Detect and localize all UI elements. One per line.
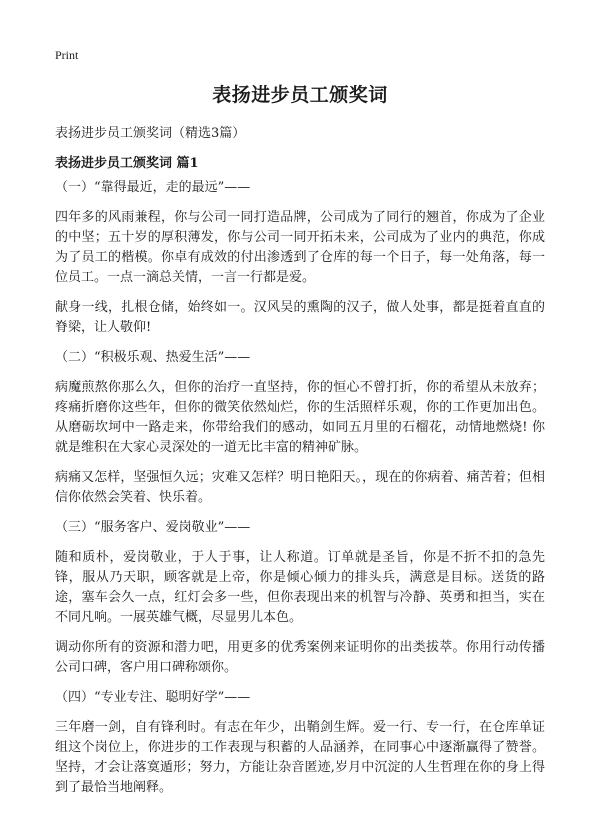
paragraph: 四年多的风雨兼程，你与公司一同打造品牌，公司成为了同行的翘首，你成为了企业的中坚；五十岁的厚积薄发，你与公司一同开拓未来，公司成为了业内的典范，你成为了员工的楷模。你卓有成效的付出渗透到了仓库的每一个日子，每一处角落，每一位员工。一点一滴总关情，一言一行都是爱。	[55, 210, 545, 285]
page-subtitle: 表扬进步员工颁奖词（精选3篇）	[55, 126, 246, 141]
section-2	[55, 348, 545, 508]
paragraph: 随和质朴，爱岗敬业，于人于事，让人称道。订单就是圣旨，你是不折不扣的急先锋，服从乃天职，顾客就是上帝，你是倾心倾力的排头兵，满意是目标。送货的路途，塞车会久一点，红灯会多一些，但你表现出来的机智与冷静、英勇和担当，实在不同凡响。一展英雄气概，尽显男儿本色。	[55, 550, 545, 625]
paragraph: 调动你所有的资源和潜力吧，用更多的优秀案例来证明你的出类拔萃。你用行动传播公司口碑，客户用口碑称颂你。	[55, 640, 545, 675]
article-body	[55, 178, 545, 808]
paragraph: 病魔煎熬你那么久，但你的治疗一直坚持，你的恒心不曾打折，你的希望从未放弃；疼痛折磨你这些年，但你的微笑依然灿烂，你的生活照样乐观，你的工作更加出色。从磨砺坎坷中一路走来，你带给我们的感动，如同五月里的石榴花，动情地燃烧! 你就是维积在大家心灵深处的一道无比丰富的精神矿脉。	[55, 380, 545, 455]
print-link[interactable]: Print	[55, 48, 79, 62]
section-heading: （三）“服务客户、爱岗敬业”——	[55, 520, 251, 535]
section-heading: （四）“专业专注、聪明好学”——	[55, 690, 251, 705]
page-title: 表扬进步员工颁奖词	[212, 84, 388, 106]
paragraph: 病痛又怎样，坚强恒久远；灾难又怎样？明日艳阳天。，现在的你病着、痛苦着；但相信你依然会笑着、快乐着。	[55, 470, 545, 505]
section-1	[55, 178, 545, 338]
section-heading: （一）“靠得最近，走的最远”——	[55, 180, 251, 195]
section-4	[55, 688, 545, 798]
paragraph: 献身一线，扎根仓储，始终如一。汉风吴的熏陶的汉子，做人处事，都是挺着直直的脊梁，让人敬仰!	[55, 300, 545, 335]
section-heading: （二）“积极乐观、热爱生活”——	[55, 350, 251, 365]
paragraph: 三年磨一剑，自有锋利时。有志在年少，出鞘剑生辉。爱一行、专一行，在仓库单证组这个岗位上，你进步的工作表现与积蓄的人品涵养，在同事心中逐渐赢得了赞誉。坚持，才会让落寞遁形；努力，方能让杂音匿迹,岁月中沉淀的人生哲理在你的身上得到了最恰当地阐释。	[55, 720, 545, 795]
section-3	[55, 518, 545, 678]
article-heading: 表扬进步员工颁奖词 篇1	[55, 156, 199, 171]
